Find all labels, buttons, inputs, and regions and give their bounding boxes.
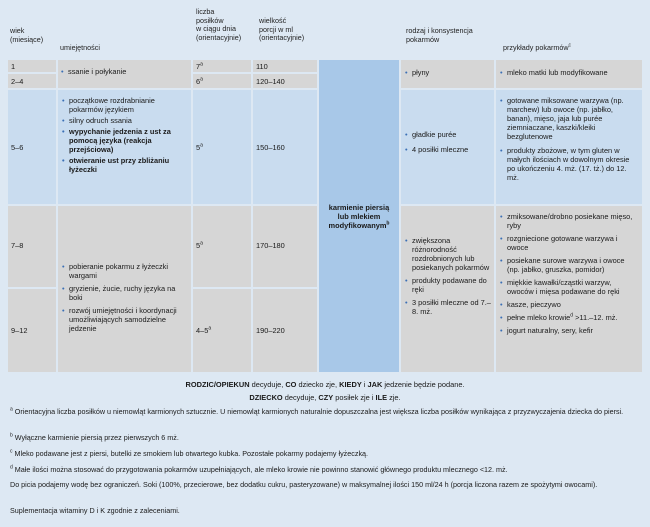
row45-przyklad-6: [499, 313, 639, 322]
row45-rodzaj-1: • zwiększona różnorodność rozdrobnionych lub posiekanych pokarmów: [404, 236, 491, 272]
row2-liczba: [193, 74, 251, 88]
footer-l1-d: dziecko zje,: [296, 380, 340, 389]
header-przyklady-text: przykłady pokarmów: [503, 43, 569, 52]
row2-umiejetnosc-text: • ssanie i połykanie: [60, 67, 190, 76]
row5-liczba-val: 4–5: [196, 326, 209, 335]
footnote-b-sup: b: [10, 432, 13, 439]
header-liczba-l4: (orientacyjnie): [196, 32, 242, 42]
row45-przyklady: [496, 206, 642, 372]
footnote-c-text: Mleko podawane jest z piersi, butelki ze smokiem lub otwartego kubka. Pozostałe pokarmy podajemy łyżeczką.: [12, 449, 369, 458]
footnote-a-sup: a: [10, 406, 13, 413]
row45-przyklad-7: • jogurt naturalny, sery, kefir: [499, 326, 639, 335]
footnote-c-sup: c: [10, 448, 13, 455]
row3-liczba: [193, 90, 251, 204]
footer-l2-c: CZY: [318, 393, 334, 402]
header-liczba-l2: posiłków: [196, 15, 224, 25]
row5-wiek: 9–12: [8, 289, 56, 372]
row3-przyklad-1: • gotowane miksowane warzywa (np. marchew) lub owoce (np. jabłko, banan), mięso, jaja lub purée ziemniaczane, kaszki/kleiki bezglutenowe: [499, 96, 639, 141]
header-wiek: [10, 27, 60, 44]
footer-line2: [0, 393, 650, 402]
header-wielkosc-l3: (orientacyjnie): [259, 33, 305, 43]
karmienie-label: karmienie piersią lub mlekiem modyfikowanym: [328, 202, 390, 230]
row4-porcja: 170–180: [253, 206, 317, 287]
header-wiek-line2: (miesiące): [10, 34, 44, 44]
row45-przyklad-1: • zmiksowane/drobno posiekane mięso, ryby: [499, 212, 639, 230]
footer-l1-e: KIEDY: [339, 380, 362, 389]
footnote-f: Suplementacja witaminy D i K zgodnie z zaleceniami.: [10, 506, 180, 515]
footer-l2-f: zje.: [387, 393, 401, 402]
row3-wiek: 5–6: [8, 90, 56, 204]
row2-rodzaj-text: • płyny: [404, 68, 491, 77]
row4-wiek: 7–8: [8, 206, 56, 287]
row3-porcja: 150–160: [253, 90, 317, 204]
row12-przyklad: [496, 60, 642, 88]
row3-skill-1: • początkowe rozdrabnianie pokarmów językiem: [61, 96, 188, 114]
row3-skill-4: • otwieranie ust przy zbliżaniu łyżeczki: [61, 156, 188, 174]
row45-rodzaj-3: • 3 posiłki mleczne od 7.–8. mż.: [404, 298, 491, 316]
row45-skill-1: • pobieranie pokarmu z łyżeczki wargami: [61, 262, 188, 280]
row45-umiejetnosci: [58, 206, 191, 372]
footnote-b: [10, 434, 630, 443]
header-rodzaj: [406, 27, 496, 44]
footer-line1: [0, 380, 650, 389]
row2-wiek: 2–4: [8, 74, 56, 88]
row5-liczba-sup: a: [208, 325, 212, 332]
header-umiejetnosci: umiejętności: [60, 43, 100, 52]
footnote-d-sup: d: [10, 464, 13, 471]
row2-liczba-sup: a: [200, 76, 203, 83]
header-liczba-l3: w ciągu dnia: [196, 24, 236, 34]
row45-przyklad-5: • kasze, pieczywo: [499, 300, 639, 309]
row45-rodzaj-2: • produkty podawane do ręki: [404, 276, 491, 294]
footer-l1-f: i: [361, 380, 368, 389]
footnote-d: [10, 466, 630, 475]
row45-skill-3: • rozwój umiejętności i koordynacji umożliwiających samodzielne jedzenie: [61, 306, 188, 333]
row2-umiejetnosc: [60, 67, 190, 78]
footer-l1-b: decyduje,: [249, 380, 286, 389]
row3-przyklady: [496, 90, 642, 204]
row3-skill-2: • silny odruch ssania: [61, 116, 188, 125]
footer-l2-b: decyduje,: [282, 393, 319, 402]
footer-l1-c: CO: [285, 380, 297, 389]
header-przyklady: [503, 44, 571, 53]
header-wielkosc-l2: porcji w ml: [259, 24, 293, 34]
row2-liczba-val: 6: [196, 77, 201, 86]
header-rodzaj-l2: pokarmów: [406, 34, 440, 44]
header-liczba-l1: liczba: [196, 7, 215, 16]
row3-liczba-sup: a: [200, 142, 203, 149]
row2-przyklad-text: • mleko matki lub modyfikowane: [499, 68, 639, 77]
row5-porcja: 190–220: [253, 289, 317, 372]
row4-liczba: [193, 206, 251, 287]
row45-przyklad-6-text: pełne mleko krowie: [507, 313, 571, 322]
row3-rodzaj-2: • 4 posiłki mleczne: [404, 145, 491, 154]
row45-skill-2: • gryzienie, żucie, ruchy języka na boki: [61, 284, 188, 302]
header-przyklady-sup: c: [568, 42, 572, 49]
row4-liczba-val: 5: [196, 241, 201, 250]
row3-umiejetnosci: [58, 90, 191, 204]
row12-rodzaj: [401, 60, 494, 88]
row4-liczba-sup: a: [200, 240, 203, 247]
header-rodzaj-l1: rodzaj i konsystencja: [406, 26, 473, 35]
row2-porcja: 120–140: [253, 74, 317, 88]
row1-liczba-val: 7: [196, 62, 201, 71]
row1-liczba-sup: a: [200, 61, 203, 68]
footnote-a-text: Orientacyjna liczba posiłków u niemowląt karmionych sztucznie. U niemowląt karmionych naturalnie dopuszczalna jest większa liczba posiłków wynikająca z przyzwyczajenia dziecka do piersi.: [12, 407, 624, 416]
footer-l1-h: jedzenie będzie podane.: [382, 380, 465, 389]
footer-l2-e: ILE: [375, 393, 388, 402]
header-liczba: [196, 8, 256, 42]
footnote-b-text: Wyłączne karmienie piersią przez pierwszych 6 mż.: [12, 433, 179, 442]
row5-liczba: [193, 289, 251, 372]
footer-l2-a: DZIECKO: [249, 393, 283, 402]
header-wielkosc-l1: wielkość: [259, 16, 287, 25]
footnote-a: [10, 408, 630, 417]
row45-przyklad-3: • posiekane surowe warzywa i owoce (np. jabłko, gruszka, pomidor): [499, 256, 639, 274]
karmienie-text: [323, 203, 395, 230]
row3-liczba-val: 5: [196, 143, 201, 152]
footnote-d-text: Małe ilości można stosować do przygotowania pokarmów uzupełniających, ale mleko krowie nie powinno stanowić głównego produktu mlecznego <12. mż.: [12, 465, 508, 474]
header-wielkosc: [259, 17, 319, 43]
footer-l1-g: JAK: [367, 380, 383, 389]
row45-przyklad-4: • miękkie kawałki/cząstki warzyw, owoców i mięsa podawane do ręki: [499, 278, 639, 296]
karmienie-cell: [319, 60, 399, 372]
footnote-e: Do picia podajemy wodę bez ograniczeń. Soki (100%, przecierowe, bez dodatku cukru, pasteryzowane) w maksymalnej ilości 150 ml/24 h (porcja liczona razem ze spożytymi owocami).: [10, 480, 598, 489]
row45-mleko-sup: d: [570, 312, 574, 319]
row1-liczba: [193, 60, 251, 72]
row45-przyklad-2: • rozgniecione gotowane warzywa i owoce: [499, 234, 639, 252]
karmienie-sup: b: [386, 220, 390, 227]
header-wiek-line1: wiek: [10, 26, 25, 35]
footer-l1-a: RODZIC/OPIEKUN: [185, 380, 250, 389]
row45-rodzaj: [401, 206, 494, 372]
row3-rodzaj: [401, 90, 494, 204]
row1-wiek: 1: [8, 60, 56, 72]
row3-rodzaj-1: • gładkie purée: [404, 130, 491, 139]
row45-mleko-suffix: >11.–12. mż.: [573, 313, 618, 322]
row3-przyklad-2: • produkty zbożowe, w tym gluten w małych ilościach w dowolnym okresie po ukończeniu 4. mż. (17. tż.) do 12. mż.: [499, 146, 639, 182]
row3-skill-3: • wypychanie jedzenia z ust za pomocą języka (reakcja przejściowa): [61, 127, 188, 154]
footer-l2-d: posiłek zje i: [333, 393, 376, 402]
footnote-c: [10, 450, 630, 459]
row1-porcja: 110: [253, 60, 317, 72]
